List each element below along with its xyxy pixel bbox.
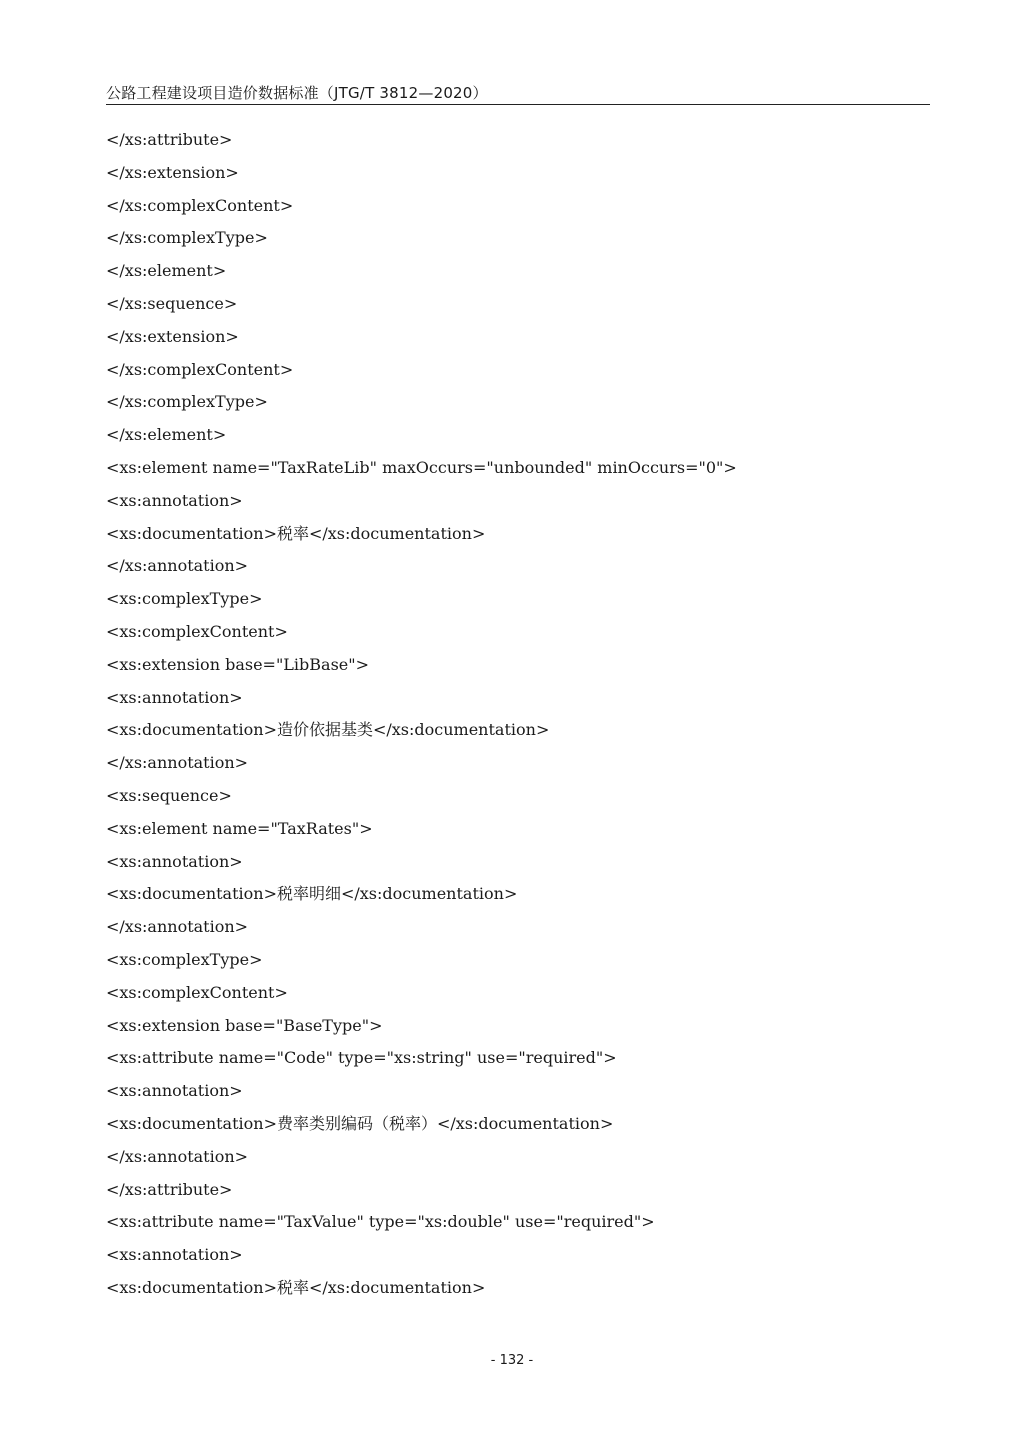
code-line: <xs:documentation>造价依据基类</xs:documentation> bbox=[106, 720, 550, 740]
code-line: <xs:extension base="LibBase"> bbox=[106, 654, 370, 674]
header-divider bbox=[106, 104, 930, 105]
code-line: <xs:complexContent> bbox=[106, 621, 288, 641]
code-line: <xs:documentation>税率明细</xs:documentation> bbox=[106, 884, 518, 904]
code-line: <xs:complexType> bbox=[106, 589, 263, 609]
code-line: <xs:extension base="BaseType"> bbox=[106, 1015, 383, 1035]
code-line: <xs:annotation> bbox=[106, 1081, 243, 1101]
code-line: </xs:complexType> bbox=[106, 392, 268, 412]
code-line: </xs:annotation> bbox=[106, 917, 249, 937]
code-line: <xs:element name="TaxRateLib" maxOccurs="unbounded" minOccurs="0"> bbox=[106, 457, 737, 477]
code-line: <xs:documentation>税率</xs:documentation> bbox=[106, 1277, 486, 1297]
code-line: </xs:annotation> bbox=[106, 556, 249, 576]
xsd-code-block bbox=[106, 124, 926, 1305]
code-line: <xs:attribute name="TaxValue" type="xs:double" use="required"> bbox=[106, 1212, 655, 1232]
code-line: <xs:documentation>税率</xs:documentation> bbox=[106, 523, 486, 543]
code-line: <xs:annotation> bbox=[106, 687, 243, 707]
code-line: <xs:sequence> bbox=[106, 785, 232, 805]
code-line: </xs:element> bbox=[106, 261, 227, 281]
code-line: </xs:element> bbox=[106, 425, 227, 445]
page-header-title: 公路工程建设项目造价数据标准（JTG/T 3812—2020） bbox=[106, 84, 488, 102]
code-line: </xs:complexType> bbox=[106, 228, 268, 248]
code-line: </xs:complexContent> bbox=[106, 359, 294, 379]
code-line: <xs:annotation> bbox=[106, 490, 243, 510]
code-line: <xs:annotation> bbox=[106, 1245, 243, 1265]
code-line: <xs:element name="TaxRates"> bbox=[106, 818, 373, 838]
code-line: </xs:complexContent> bbox=[106, 195, 294, 215]
page-number: - 132 - bbox=[490, 1353, 534, 1368]
code-line: </xs:annotation> bbox=[106, 753, 249, 773]
code-line: <xs:complexContent> bbox=[106, 982, 288, 1002]
code-line: </xs:sequence> bbox=[106, 293, 238, 313]
code-line: <xs:complexType> bbox=[106, 949, 263, 969]
code-line: </xs:annotation> bbox=[106, 1146, 249, 1166]
code-line: </xs:attribute> bbox=[106, 130, 233, 149]
code-line: <xs:attribute name="Code" type="xs:string" use="required"> bbox=[106, 1048, 617, 1068]
code-line: </xs:extension> bbox=[106, 162, 239, 182]
code-line: </xs:extension> bbox=[106, 326, 239, 346]
code-line: <xs:annotation> bbox=[106, 851, 243, 871]
code-line: <xs:documentation>费率类别编码（税率）</xs:documentation> bbox=[106, 1113, 614, 1133]
code-line: </xs:attribute> bbox=[106, 1179, 233, 1199]
